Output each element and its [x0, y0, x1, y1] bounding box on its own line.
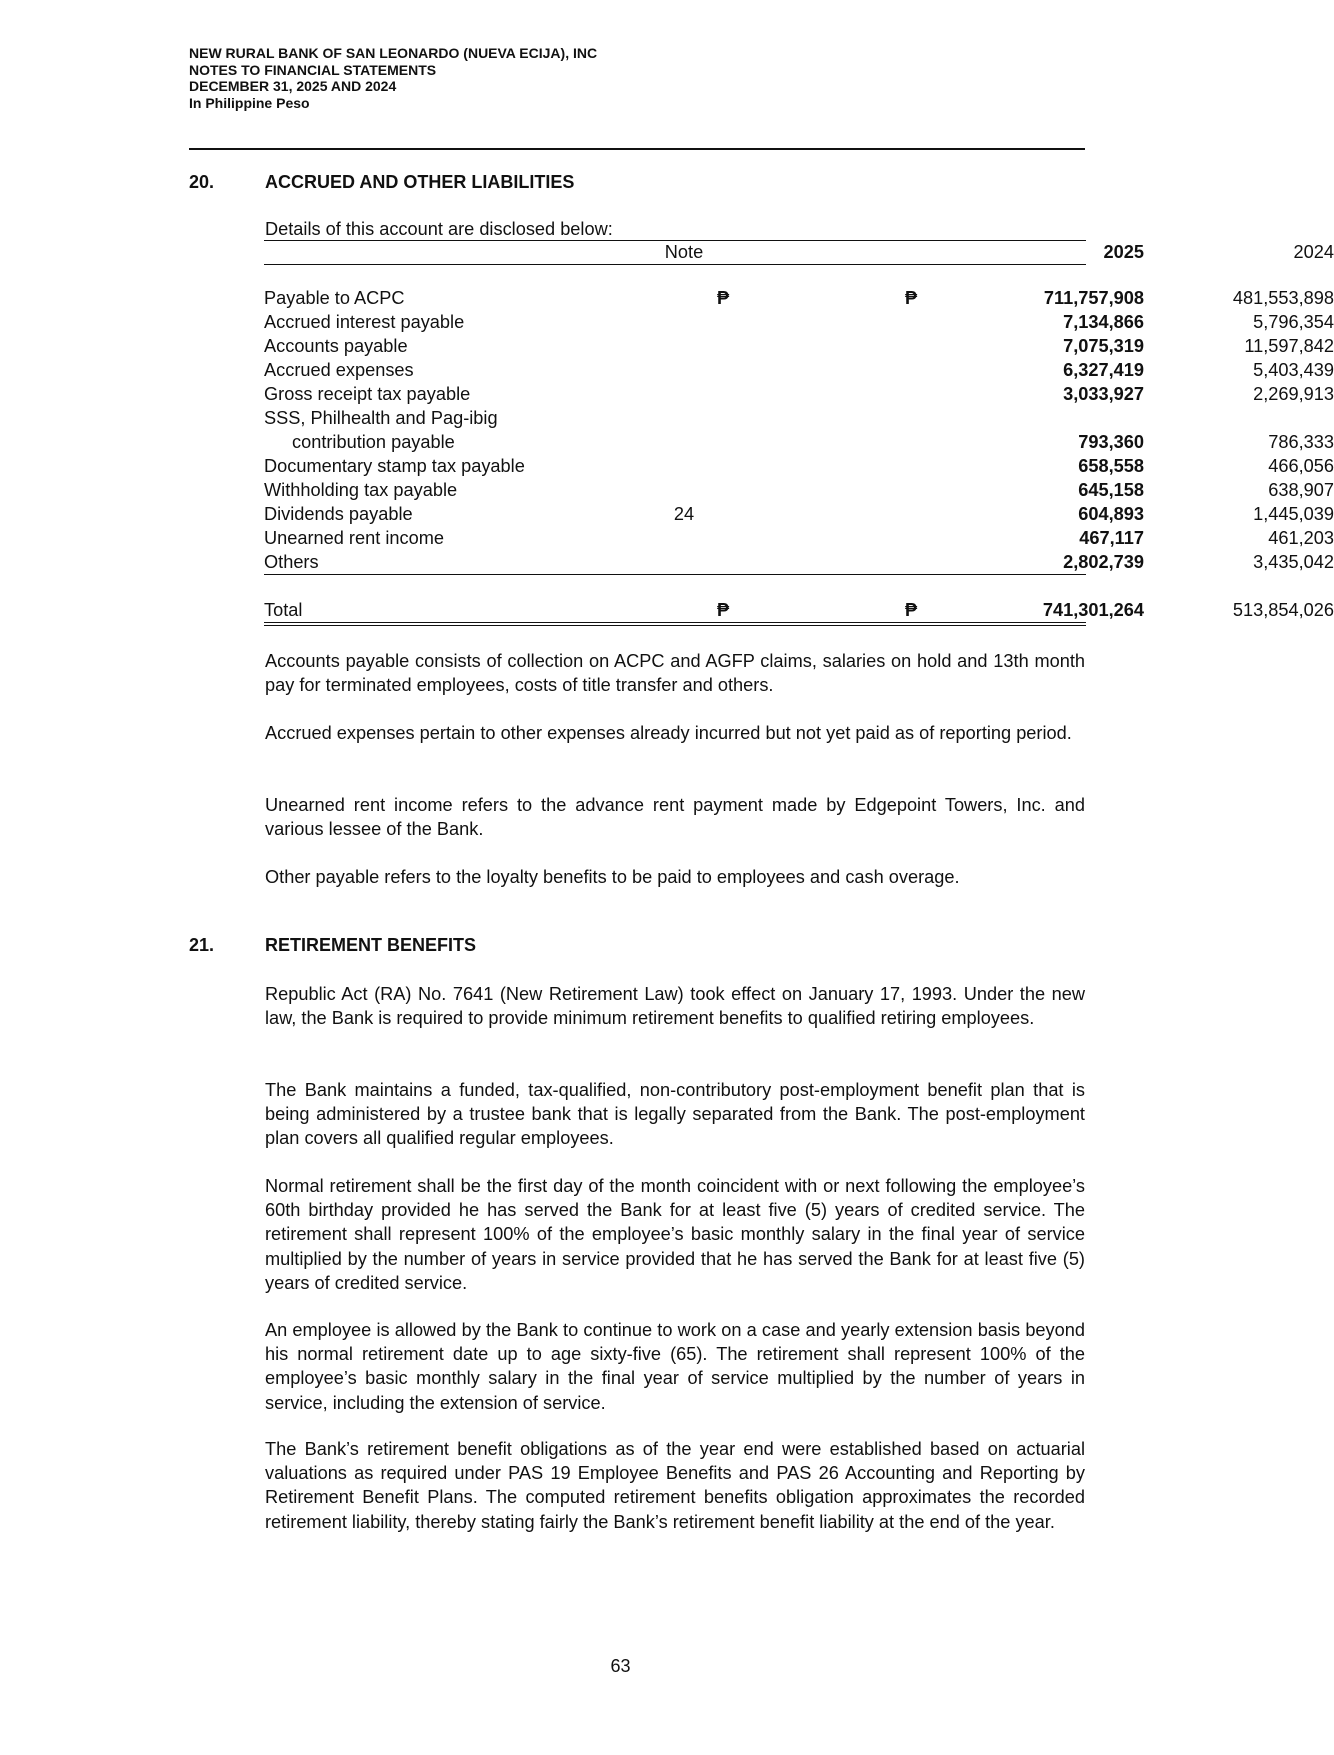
row-label: Accrued expenses: [264, 360, 414, 380]
table-intro: Details of this account are disclosed below:: [265, 219, 613, 239]
total-2024: 513,854,026: [1232, 600, 1334, 620]
value-2024: 5,403,439: [1253, 360, 1334, 380]
row-note: 24: [673, 504, 695, 524]
value-2025: 793,360: [1078, 432, 1144, 452]
row-label: contribution payable: [292, 432, 455, 452]
value-2025: 3,033,927: [1063, 384, 1144, 404]
row-label: Accrued interest payable: [264, 312, 465, 332]
report-title: NOTES TO FINANCIAL STATEMENTS: [189, 61, 437, 78]
paragraph: Republic Act (RA) No. 7641 (New Retirement Law) took effect on January 17, 1993. Under the new law, the Bank is required to provide minimum retirement benefits to qualified retiring employees.: [265, 984, 1085, 1029]
table-row: [264, 406, 1086, 430]
value-2024: 11,597,842: [1244, 336, 1334, 356]
value-2025: 2,802,739: [1063, 552, 1144, 572]
table-row: [264, 382, 1334, 406]
value-2025: 467,117: [1079, 528, 1144, 548]
table-row: [264, 286, 1334, 310]
total-label: Total: [264, 600, 303, 620]
row-label: Others: [264, 552, 319, 572]
header-bottom-rule: [264, 264, 1086, 265]
table-row: [264, 550, 1334, 574]
paragraph: Accrued expenses pertain to other expenses already incurred but not yet paid as of reporting period.: [265, 723, 1072, 743]
header-divider: [189, 148, 1085, 150]
value-2024: 1,445,039: [1253, 504, 1334, 524]
value-2025: 6,327,419: [1063, 360, 1144, 380]
row-label: Dividends payable: [264, 504, 413, 524]
section-number: 20.: [189, 172, 215, 192]
value-2024: 481,553,898: [1232, 288, 1334, 308]
row-label: Withholding tax payable: [264, 480, 458, 500]
value-2024: 638,907: [1268, 480, 1334, 500]
peso-sign: ₱: [717, 600, 730, 620]
table-row: [264, 358, 1334, 382]
value-2025: 711,757,908: [1043, 288, 1144, 308]
paragraph: An employee is allowed by the Bank to continue to work on a case and yearly extension basis beyond his normal retirement date up to age sixty-five (65). The retirement shall represent 100% of the employee’s basic monthly salary in the final year of service multiplied by the number of years in service, including the extension of service.: [265, 1320, 1085, 1413]
row-label: Documentary stamp tax payable: [264, 456, 525, 476]
value-2025: 7,134,866: [1063, 312, 1144, 332]
currency-note: In Philippine Peso: [189, 94, 310, 111]
table-row: [264, 430, 1334, 454]
paragraph: Normal retirement shall be the first day of the month coincident with or next following the employee’s 60th birthday provided he has served the Bank for at least five (5) years of credited service. The retirement shall represent 100% of the employee’s basic monthly salary in the final year of service multiplied by the number of years in service provided that he has served the Bank for at least five (5) years of credited service.: [265, 1176, 1085, 1293]
total-row: [264, 598, 1334, 622]
table-row: [264, 526, 1334, 550]
value-2024: 461,203: [1268, 528, 1334, 548]
paragraph: The Bank maintains a funded, tax-qualified, non-contributory post-employment benefit plan that is being administered by a trustee bank that is legally separated from the Bank. The post-employment plan covers all qualified regular employees.: [265, 1080, 1085, 1149]
value-2024: 2,269,913: [1253, 384, 1334, 404]
column-header-note: Note: [664, 242, 704, 262]
table-row: [264, 502, 1334, 526]
column-header-2025: 2025: [1103, 242, 1144, 262]
value-2025: 604,893: [1078, 504, 1144, 524]
row-label: Accounts payable: [264, 336, 408, 356]
section-number: 21.: [189, 935, 215, 955]
value-2025: 7,075,319: [1063, 336, 1144, 356]
section-heading: ACCRUED AND OTHER LIABILITIES: [265, 172, 575, 192]
value-2024: 466,056: [1268, 456, 1334, 476]
column-header-2024: 2024: [1293, 242, 1334, 262]
section-heading: RETIREMENT BENEFITS: [265, 935, 477, 955]
page-header: [189, 45, 597, 111]
value-2024: 5,796,354: [1253, 312, 1334, 332]
table-row: [264, 334, 1334, 358]
subtotal-rule: [264, 574, 1086, 575]
paragraph: Accounts payable consists of collection on ACPC and AGFP claims, salaries on hold and 13th month pay for terminated employees, costs of title transfer and others.: [265, 651, 1085, 696]
value-2024: 3,435,042: [1253, 552, 1334, 572]
paragraph: The Bank’s retirement benefit obligations as of the year end were established based on actuarial valuations as required under PAS 19 Employee Benefits and PAS 26 Accounting and Reporting by Retirement Benefit Plans. The computed retirement benefits obligation approximates the recorded retirement liability, thereby stating fairly the Bank’s retirement benefit liability at the end of the year.: [265, 1439, 1085, 1532]
table-row: [264, 454, 1334, 478]
company-name: NEW RURAL BANK OF SAN LEONARDO (NUEVA ECIJA), INC: [189, 45, 598, 61]
peso-sign: ₱: [905, 600, 918, 620]
paragraph: Other payable refers to the loyalty benefits to be paid to employees and cash overage.: [265, 867, 960, 887]
row-label: Payable to ACPC: [264, 288, 405, 308]
row-label: SSS, Philhealth and Pag-ibig: [264, 408, 498, 428]
table-row: [264, 478, 1334, 502]
paragraph: Unearned rent income refers to the advance rent payment made by Edgepoint Towers, Inc. and various lessee of the Bank.: [265, 795, 1085, 840]
page-number: 63: [610, 1656, 631, 1676]
report-date: DECEMBER 31, 2025 AND 2024: [189, 78, 397, 94]
peso-sign: ₱: [717, 288, 730, 308]
value-2025: 645,158: [1078, 480, 1144, 500]
value-2025: 658,558: [1078, 456, 1144, 476]
table-row: [264, 310, 1334, 334]
total-double-rule: [264, 622, 1086, 626]
row-label: Gross receipt tax payable: [264, 384, 471, 404]
total-2025: 741,301,264: [1042, 600, 1144, 620]
peso-sign: ₱: [905, 288, 918, 308]
value-2024: 786,333: [1268, 432, 1334, 452]
row-label: Unearned rent income: [264, 528, 444, 548]
